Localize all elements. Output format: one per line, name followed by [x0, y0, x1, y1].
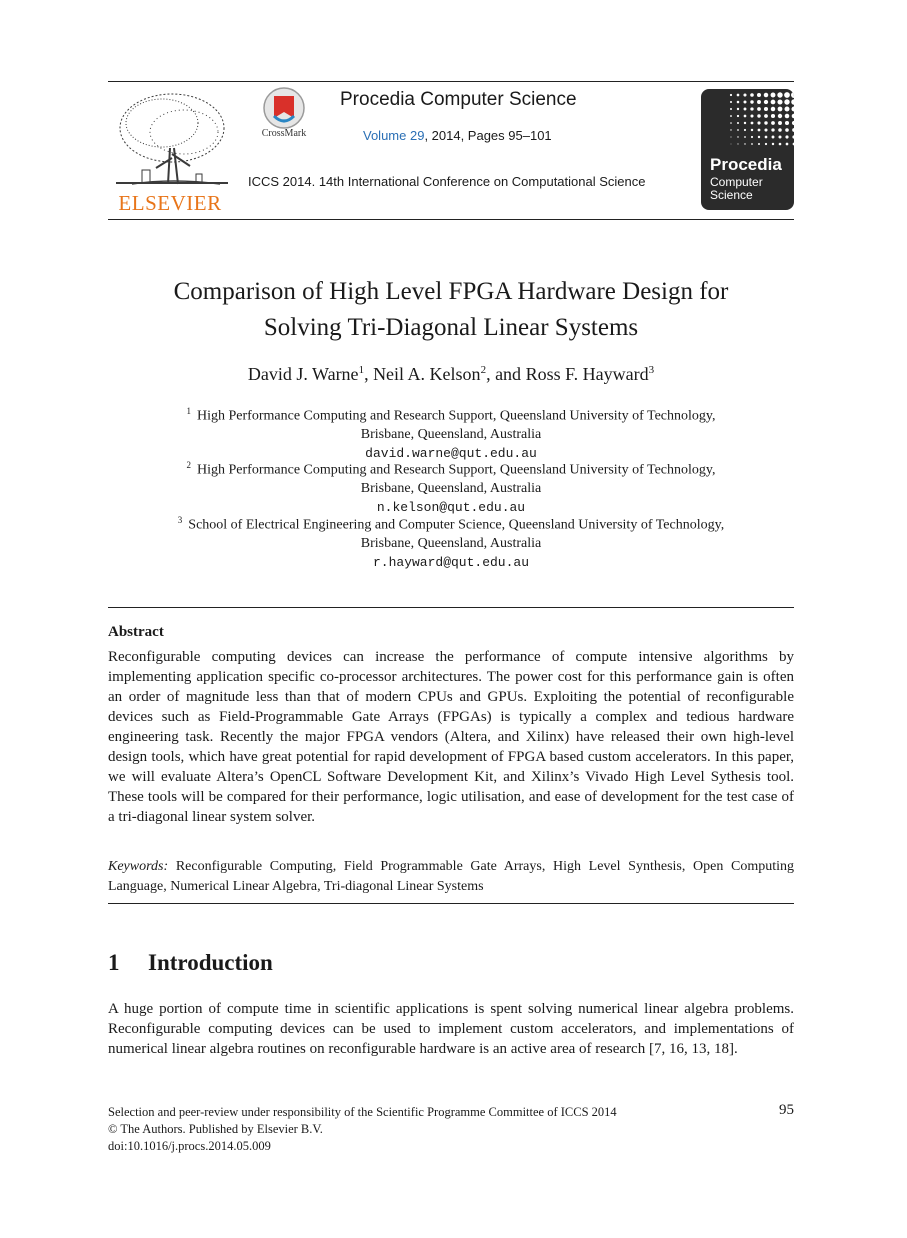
affiliation-email[interactable]: david.warne@qut.edu.au — [365, 445, 537, 461]
author-name: Ross F. Hayward — [525, 364, 649, 384]
page-footer — [108, 1104, 617, 1155]
header-top-rule — [108, 81, 794, 82]
volume-link[interactable]: Volume 29 — [363, 128, 425, 143]
badge-dot — [785, 107, 790, 112]
footer-copyright: © The Authors. Published by Elsevier B.V. — [108, 1122, 323, 1136]
badge-dot — [730, 122, 732, 124]
badge-dot — [764, 93, 769, 98]
badge-dot — [765, 136, 768, 139]
badge-dot — [792, 135, 794, 138]
badge-dot — [737, 143, 738, 144]
badge-dot — [772, 136, 775, 139]
badge-dot — [750, 100, 753, 103]
journal-volume — [363, 128, 552, 143]
conference-name: ICCS 2014. 14th International Conference on Computational Science — [248, 174, 646, 189]
affiliation-mark: 1 — [186, 406, 192, 416]
badge-dot — [750, 107, 753, 110]
badge-dot — [730, 136, 731, 137]
footer-review-note: Selection and peer-review under responsibility of the Scientific Programme Committee of ICCS 2014 — [108, 1105, 617, 1119]
badge-dot — [758, 136, 760, 138]
author-mark: 2 — [480, 364, 487, 376]
badge-subtitle — [710, 176, 763, 202]
badge-dot — [744, 122, 746, 124]
keywords-text: Reconfigurable Computing, Field Programmable Gate Arrays, High Level Synthesis, Open Computing Language, Numerical Linear Algebra, Tri-diagonal Linear Systems — [108, 859, 794, 894]
badge-dot — [778, 121, 782, 125]
badge-dot — [731, 144, 732, 145]
journal-name: Procedia Computer Science — [340, 89, 577, 110]
author-name: Neil A. Kelson — [373, 364, 481, 384]
badge-dot — [743, 93, 746, 96]
affiliation-email[interactable]: r.hayward@qut.edu.au — [372, 554, 530, 570]
affiliation-line: School of Electrical Engineering and Computer Science, Queensland University of Technology, — [188, 517, 725, 533]
badge-dot — [744, 115, 747, 118]
badge-dot — [757, 107, 761, 111]
badge-dot — [771, 128, 774, 131]
badge-dot — [737, 115, 739, 117]
section-title: Introduction — [148, 950, 273, 975]
badge-dot — [771, 100, 776, 105]
author-list — [108, 364, 794, 385]
author-name: David J. Warne — [247, 364, 359, 384]
badge-dot — [737, 94, 740, 97]
badge-dot — [778, 128, 782, 132]
procedia-badge — [701, 89, 794, 210]
badge-dot — [771, 93, 776, 98]
badge-dot — [751, 136, 753, 138]
badge-dot — [750, 93, 754, 97]
badge-dot — [786, 143, 789, 146]
badge-dot — [743, 100, 746, 103]
badge-dot — [744, 143, 745, 144]
introduction-paragraph: A huge portion of compute time in scientific applications is spent solving numerical linear algebra problems. Reconfigurable computing devices can be used to implement custom accelerators, and implementations of numerical linear algebra routines on reconfigurable hardware is an active area of research [7, 16, 13, 18]. — [108, 1001, 794, 1057]
badge-dot — [777, 99, 782, 104]
badge-dot — [744, 108, 747, 111]
badge-dot — [751, 143, 753, 145]
section-number: 1 — [108, 950, 120, 975]
footer-doi[interactable]: doi:10.1016/j.procs.2014.05.009 — [108, 1139, 271, 1153]
badge-dot — [784, 99, 789, 104]
badge-dot — [764, 100, 768, 104]
affiliation-email[interactable]: n.kelson@qut.edu.au — [376, 499, 526, 515]
affiliation-location: Brisbane, Queensland, Australia — [360, 481, 542, 497]
badge-dot — [791, 92, 794, 98]
author-separator: , and — [486, 364, 526, 384]
author-mark: 3 — [648, 364, 655, 376]
badge-dot — [737, 136, 738, 137]
badge-dot — [730, 129, 731, 130]
badge-dot — [791, 106, 794, 111]
badge-dot — [785, 114, 790, 119]
badge-dot — [730, 101, 732, 103]
badge-dot — [778, 135, 781, 138]
affiliation-line: High Performance Computing and Research Support, Queensland University of Technology, — [197, 408, 716, 424]
badge-dot — [792, 121, 794, 125]
badge-dot — [777, 92, 782, 97]
badge-dot — [758, 129, 761, 132]
paper-title-line-2: Solving Tri-Diagonal Linear Systems — [263, 314, 639, 341]
abstract-text: Reconfigurable computing devices can increase the performance of compute intensive algorithms by implementing application specific co-processor architectures. The power cost for this performance gain is often an order of magnitude less than that of modern CPUs and GPUs. Exploiting the potential of reconfigurable devices such as Field-Programmable Gate Arrays (FPGAs) is typically a complex and tedious hardware engineering task. Recently the major FPGA vendors (Altera, and Xilinx) have released their own high-level design tools, which have great potential for rapid development of FPGA based custom accelerators. In this paper, we will evaluate Altera’s OpenCL Software Development Kit, and Xilinx’s Vivado High Level Sythesis tool. These tools will be compared for their performance, logic utilisation, and ease of development for the test case of a tri-diagonal linear system solver. — [108, 649, 794, 825]
badge-dot — [737, 129, 739, 131]
volume-pages: , 2014, Pages 95–101 — [424, 128, 552, 143]
badge-dot — [792, 114, 794, 119]
badge-dot — [744, 136, 746, 138]
affiliation-mark: 3 — [177, 515, 183, 525]
badge-dot — [757, 121, 760, 124]
affiliation-1 — [108, 402, 794, 463]
badge-dot — [792, 128, 794, 132]
page-number: 95 — [779, 1102, 794, 1118]
badge-dot — [750, 114, 753, 117]
badge-dot — [785, 135, 788, 138]
elsevier-wordmark: ELSEVIER — [118, 191, 222, 215]
badge-dot — [751, 129, 753, 131]
badge-dot — [757, 114, 760, 117]
badge-dot — [764, 128, 767, 131]
affiliation-2 — [108, 456, 794, 517]
paper-title-line-1: Comparison of High Level FPGA Hardware Design for — [173, 278, 729, 305]
badge-dot — [764, 121, 767, 124]
badge-dot — [771, 107, 775, 111]
badge-dot — [778, 107, 783, 112]
badge-dot — [737, 101, 740, 104]
dot-pattern-icon — [701, 89, 794, 153]
header-bottom-rule — [108, 219, 794, 220]
badge-dot — [793, 143, 794, 146]
affiliation-3 — [108, 511, 794, 572]
abstract-bottom-rule — [108, 903, 794, 904]
badge-title: Procedia — [710, 155, 782, 174]
author-mark: 1 — [358, 364, 365, 376]
badge-dot — [784, 92, 790, 98]
badge-dot — [791, 99, 794, 105]
badge-dot — [772, 143, 774, 145]
badge-dot — [737, 122, 739, 124]
badge-dot — [779, 143, 782, 146]
badge-dot — [757, 93, 761, 97]
affiliation-location: Brisbane, Queensland, Australia — [360, 427, 542, 443]
badge-dot — [737, 108, 739, 110]
badge-dot — [765, 143, 767, 145]
abstract-top-rule — [108, 607, 794, 608]
badge-dot — [778, 114, 782, 118]
badge-dot — [785, 128, 789, 132]
abstract-heading: Abstract — [108, 624, 164, 640]
badge-dot — [751, 122, 754, 125]
badge-dot — [764, 107, 768, 111]
affiliation-mark: 2 — [186, 460, 192, 470]
badge-dot — [730, 115, 732, 117]
badge-dot — [764, 114, 768, 118]
badge-dot — [785, 121, 789, 125]
affiliation-location: Brisbane, Queensland, Australia — [360, 536, 542, 552]
crossmark-label: CrossMark — [261, 128, 307, 139]
badge-dot — [758, 143, 760, 145]
badge-line-science: Science — [710, 188, 753, 202]
badge-dot — [771, 121, 775, 125]
keywords-label: Keywords: — [108, 859, 169, 874]
badge-dot — [757, 100, 761, 104]
keywords — [108, 857, 794, 897]
badge-dot — [730, 108, 732, 110]
section-heading — [108, 950, 273, 976]
badge-line-computer: Computer — [710, 175, 763, 189]
affiliation-line: High Performance Computing and Research Support, Queensland University of Technology, — [197, 462, 716, 478]
badge-dot — [730, 94, 732, 96]
author-separator: , — [364, 364, 374, 384]
badge-dot — [744, 129, 746, 131]
badge-dot — [771, 114, 775, 118]
